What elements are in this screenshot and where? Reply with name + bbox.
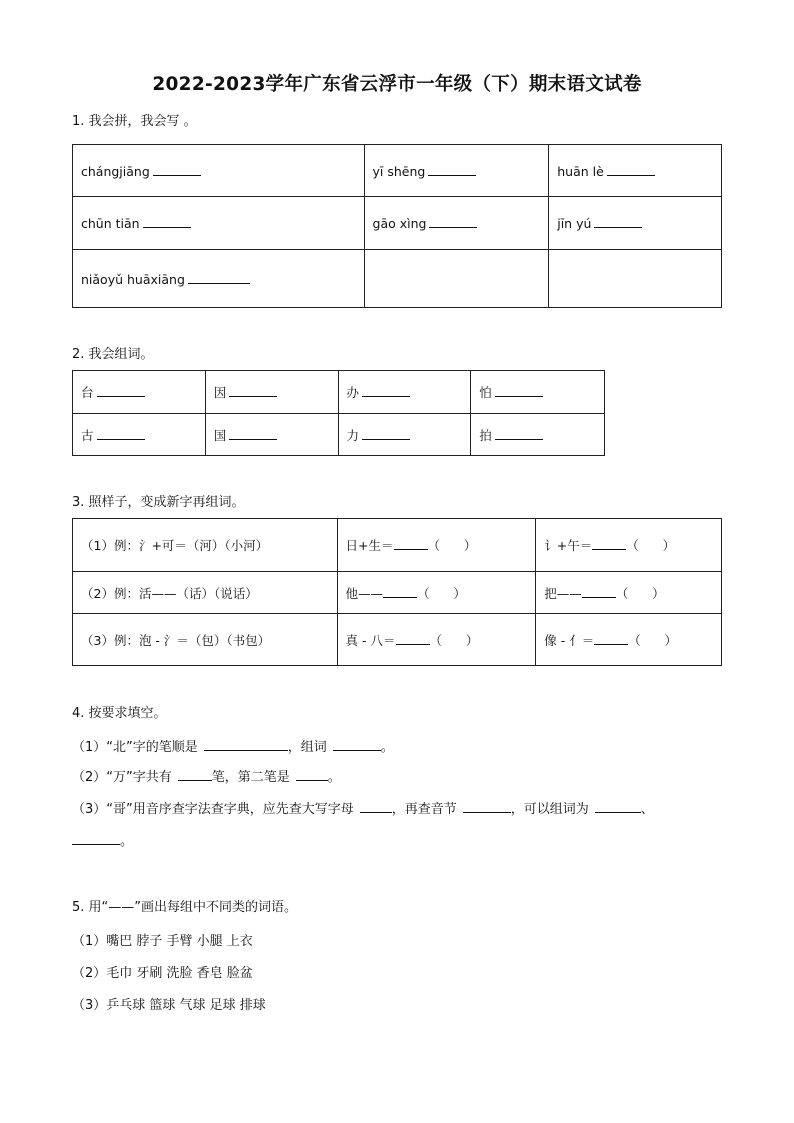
answer-blank[interactable] (153, 163, 201, 176)
q3-cell[interactable]: 日+生＝ （ ） (337, 519, 536, 572)
answer-blank[interactable] (495, 384, 543, 397)
q3-cell[interactable]: 他—— （ ） (337, 572, 536, 614)
page-title: 2022-2023学年广东省云浮市一年级（下）期末语文试卷 (152, 74, 642, 95)
q1-cell[interactable]: huān lè (549, 145, 722, 197)
q1-cell[interactable]: chángjiāng (73, 145, 365, 197)
q1-cell[interactable]: yī shēng (364, 145, 549, 197)
q1-table (72, 144, 722, 308)
answer-blank[interactable] (360, 800, 392, 813)
q4-line-1: （1）“北”字的笔顺是 ，组词 。 (72, 740, 394, 755)
table-row (73, 519, 722, 572)
answer-blank[interactable] (97, 384, 145, 397)
q1-cell-empty (364, 250, 549, 308)
answer-blank[interactable] (72, 832, 120, 845)
answer-blank[interactable] (394, 537, 428, 550)
q3-table (72, 518, 722, 666)
answer-blank[interactable] (582, 585, 616, 598)
list-item: （2）毛巾 牙刷 洗脸 香皂 脸盆 (72, 966, 253, 981)
q2-cell[interactable]: 力 (338, 414, 471, 456)
q3-example-cell: （2）例：活——（话）（说话） (73, 572, 338, 614)
answer-blank[interactable] (229, 384, 277, 397)
q2-heading: 2. 我会组词。 (72, 347, 154, 362)
answer-blank[interactable] (595, 800, 641, 813)
table-row (73, 614, 722, 666)
q3-cell[interactable]: 真 - 八＝ （ ） (337, 614, 536, 666)
q3-cell[interactable]: 讠+午＝ （ ） (536, 519, 722, 572)
answer-blank[interactable] (429, 215, 477, 228)
table-row (73, 414, 605, 456)
q4-line-2: （2）“万”字共有 笔，第二笔是 。 (72, 770, 341, 785)
q2-cell[interactable]: 台 (73, 371, 206, 414)
answer-blank[interactable] (229, 427, 277, 440)
q2-cell[interactable]: 国 (205, 414, 338, 456)
answer-blank[interactable] (188, 271, 250, 284)
q3-cell[interactable]: 把—— （ ） (536, 572, 722, 614)
answer-blank[interactable] (143, 215, 191, 228)
q4-line-3: （3）“哥”用音序查字法查字典，应先查大写字母 ，再查音节 ，可以组词为 、 (72, 802, 654, 817)
q4-heading: 4. 按要求填空。 (72, 706, 167, 721)
answer-blank[interactable] (594, 215, 642, 228)
table-row (73, 572, 722, 614)
q2-cell[interactable]: 拍 (471, 414, 605, 456)
answer-blank[interactable] (463, 800, 511, 813)
q1-cell[interactable]: gāo xìng (364, 197, 549, 250)
answer-blank[interactable] (204, 738, 288, 751)
q2-cell[interactable]: 办 (338, 371, 471, 414)
table-row (73, 145, 722, 197)
answer-blank[interactable] (428, 163, 476, 176)
table-row (73, 371, 605, 414)
q3-example-cell: （1）例：氵+可＝（河）（小河） (73, 519, 338, 572)
q4-line-4: 。 (72, 832, 133, 850)
answer-blank[interactable] (296, 768, 328, 781)
q3-heading: 3. 照样子，变成新字再组词。 (72, 495, 245, 510)
answer-blank[interactable] (362, 384, 410, 397)
q3-cell[interactable]: 像 - 亻＝ （ ） (536, 614, 722, 666)
list-item: （3）乒乓球 篮球 气球 足球 排球 (72, 998, 266, 1013)
answer-blank[interactable] (396, 632, 430, 645)
q1-cell-empty (549, 250, 722, 308)
answer-blank[interactable] (178, 768, 212, 781)
q1-cell[interactable]: chūn tiān (73, 197, 365, 250)
q1-cell[interactable]: niǎoyǔ huāxiāng (73, 250, 365, 308)
answer-blank[interactable] (333, 738, 381, 751)
table-row (73, 250, 722, 308)
q2-cell[interactable]: 怕 (471, 371, 605, 414)
q2-cell[interactable]: 因 (205, 371, 338, 414)
q3-example-cell: （3）例：泡 - 氵＝（包）（书包） (73, 614, 338, 666)
answer-blank[interactable] (592, 537, 626, 550)
answer-blank[interactable] (97, 427, 145, 440)
q2-table (72, 370, 605, 456)
q1-cell[interactable]: jīn yú (549, 197, 722, 250)
answer-blank[interactable] (594, 632, 628, 645)
q1-heading: 1. 我会拼，我会写 。 (72, 114, 197, 129)
q2-cell[interactable]: 古 (73, 414, 206, 456)
answer-blank[interactable] (607, 163, 655, 176)
q5-heading: 5. 用“——”画出每组中不同类的词语。 (72, 900, 298, 915)
answer-blank[interactable] (495, 427, 543, 440)
answer-blank[interactable] (362, 427, 410, 440)
table-row (73, 197, 722, 250)
list-item: （1）嘴巴 脖子 手臂 小腿 上衣 (72, 934, 253, 949)
answer-blank[interactable] (383, 585, 417, 598)
